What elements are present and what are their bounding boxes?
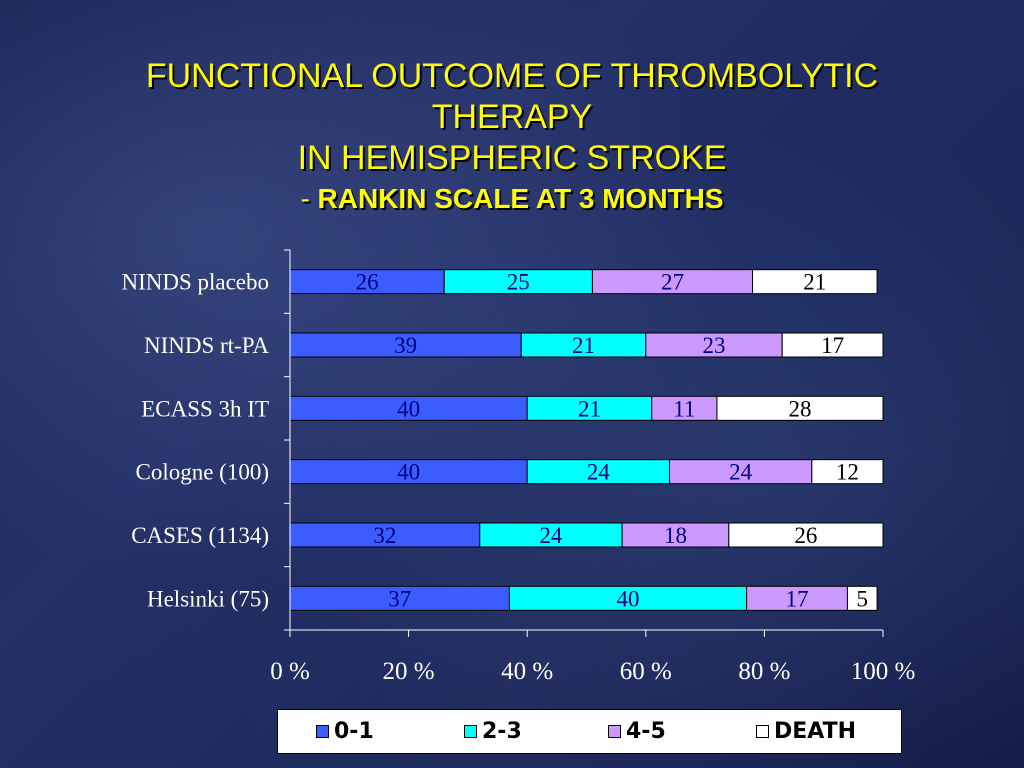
data-label-cologne-100-death: 12 — [835, 459, 859, 485]
title-line-2: THERAPY — [431, 98, 593, 136]
legend-swatch-death — [756, 725, 769, 738]
data-label-helsinki-75-death: 5 — [856, 586, 868, 612]
data-label-ninds-rt-pa-0-1: 39 — [394, 333, 418, 358]
data-label-helsinki-75-4-5: 17 — [785, 586, 809, 612]
legend-item-death — [756, 719, 856, 744]
x-tick-label: 20 % — [382, 658, 435, 685]
category-label-ecass-3h-it: ECASS 3h IT — [141, 396, 269, 422]
data-label-ecass-3h-it-death: 28 — [788, 396, 812, 422]
category-label-ninds-rt-pa: NINDS rt-PA — [143, 333, 269, 358]
category-label-ninds-placebo: NINDS placebo — [121, 269, 269, 295]
data-label-cases-1134-0-1: 32 — [373, 523, 397, 548]
data-label-ninds-placebo-0-1: 26 — [355, 269, 379, 295]
data-label-ecass-3h-it-4-5: 11 — [673, 396, 696, 422]
subtitle-text: RANKIN SCALE AT 3 MONTHS — [317, 183, 724, 214]
data-label-ninds-placebo-2-3: 25 — [506, 269, 530, 295]
legend-swatch-2-3 — [464, 725, 477, 738]
data-label-cologne-100-4-5: 24 — [729, 459, 753, 485]
category-label-cologne-100: Cologne (100) — [135, 459, 269, 485]
x-tick-label: 40 % — [501, 658, 554, 685]
legend-item-4-5 — [608, 719, 666, 744]
legend-label-death: DEATH — [774, 719, 857, 744]
data-label-cases-1134-death: 26 — [794, 523, 818, 548]
data-label-ninds-placebo-4-5: 27 — [660, 269, 684, 295]
legend-swatch-4-5 — [608, 725, 621, 738]
chart-legend — [277, 709, 902, 754]
data-label-helsinki-75-2-3: 40 — [616, 586, 640, 612]
x-tick-label: 100 % — [850, 658, 916, 685]
x-tick-label: 80 % — [738, 658, 791, 685]
legend-item-0-1 — [316, 719, 374, 744]
data-label-cologne-100-2-3: 24 — [586, 459, 610, 485]
data-label-cases-1134-2-3: 24 — [539, 523, 563, 548]
data-label-ninds-rt-pa-4-5: 23 — [702, 333, 726, 358]
data-label-ecass-3h-it-2-3: 21 — [577, 396, 601, 422]
legend-label-4-5: 4-5 — [626, 719, 666, 744]
subtitle-dash: - — [300, 183, 318, 214]
legend-item-2-3 — [464, 719, 522, 744]
data-label-cases-1134-4-5: 18 — [663, 523, 687, 548]
title-line-3: IN HEMISPHERIC STROKE — [297, 139, 727, 177]
legend-label-2-3: 2-3 — [482, 719, 522, 744]
legend-swatch-0-1 — [316, 725, 329, 738]
data-label-ninds-rt-pa-death: 17 — [821, 333, 845, 358]
category-label-helsinki-75: Helsinki (75) — [146, 586, 269, 612]
data-label-ninds-placebo-death: 21 — [803, 269, 827, 295]
title-line-1: FUNCTIONAL OUTCOME OF THROMBOLYTIC — [145, 57, 879, 95]
legend-label-0-1: 0-1 — [334, 719, 374, 744]
category-label-cases-1134: CASES (1134) — [131, 523, 269, 548]
x-tick-label: 0 % — [270, 658, 310, 685]
data-label-cologne-100-0-1: 40 — [397, 459, 421, 485]
data-label-ninds-rt-pa-2-3: 21 — [572, 333, 596, 358]
data-label-ecass-3h-it-0-1: 40 — [397, 396, 421, 422]
x-tick-label: 60 % — [619, 658, 672, 685]
data-label-helsinki-75-0-1: 37 — [388, 586, 412, 612]
